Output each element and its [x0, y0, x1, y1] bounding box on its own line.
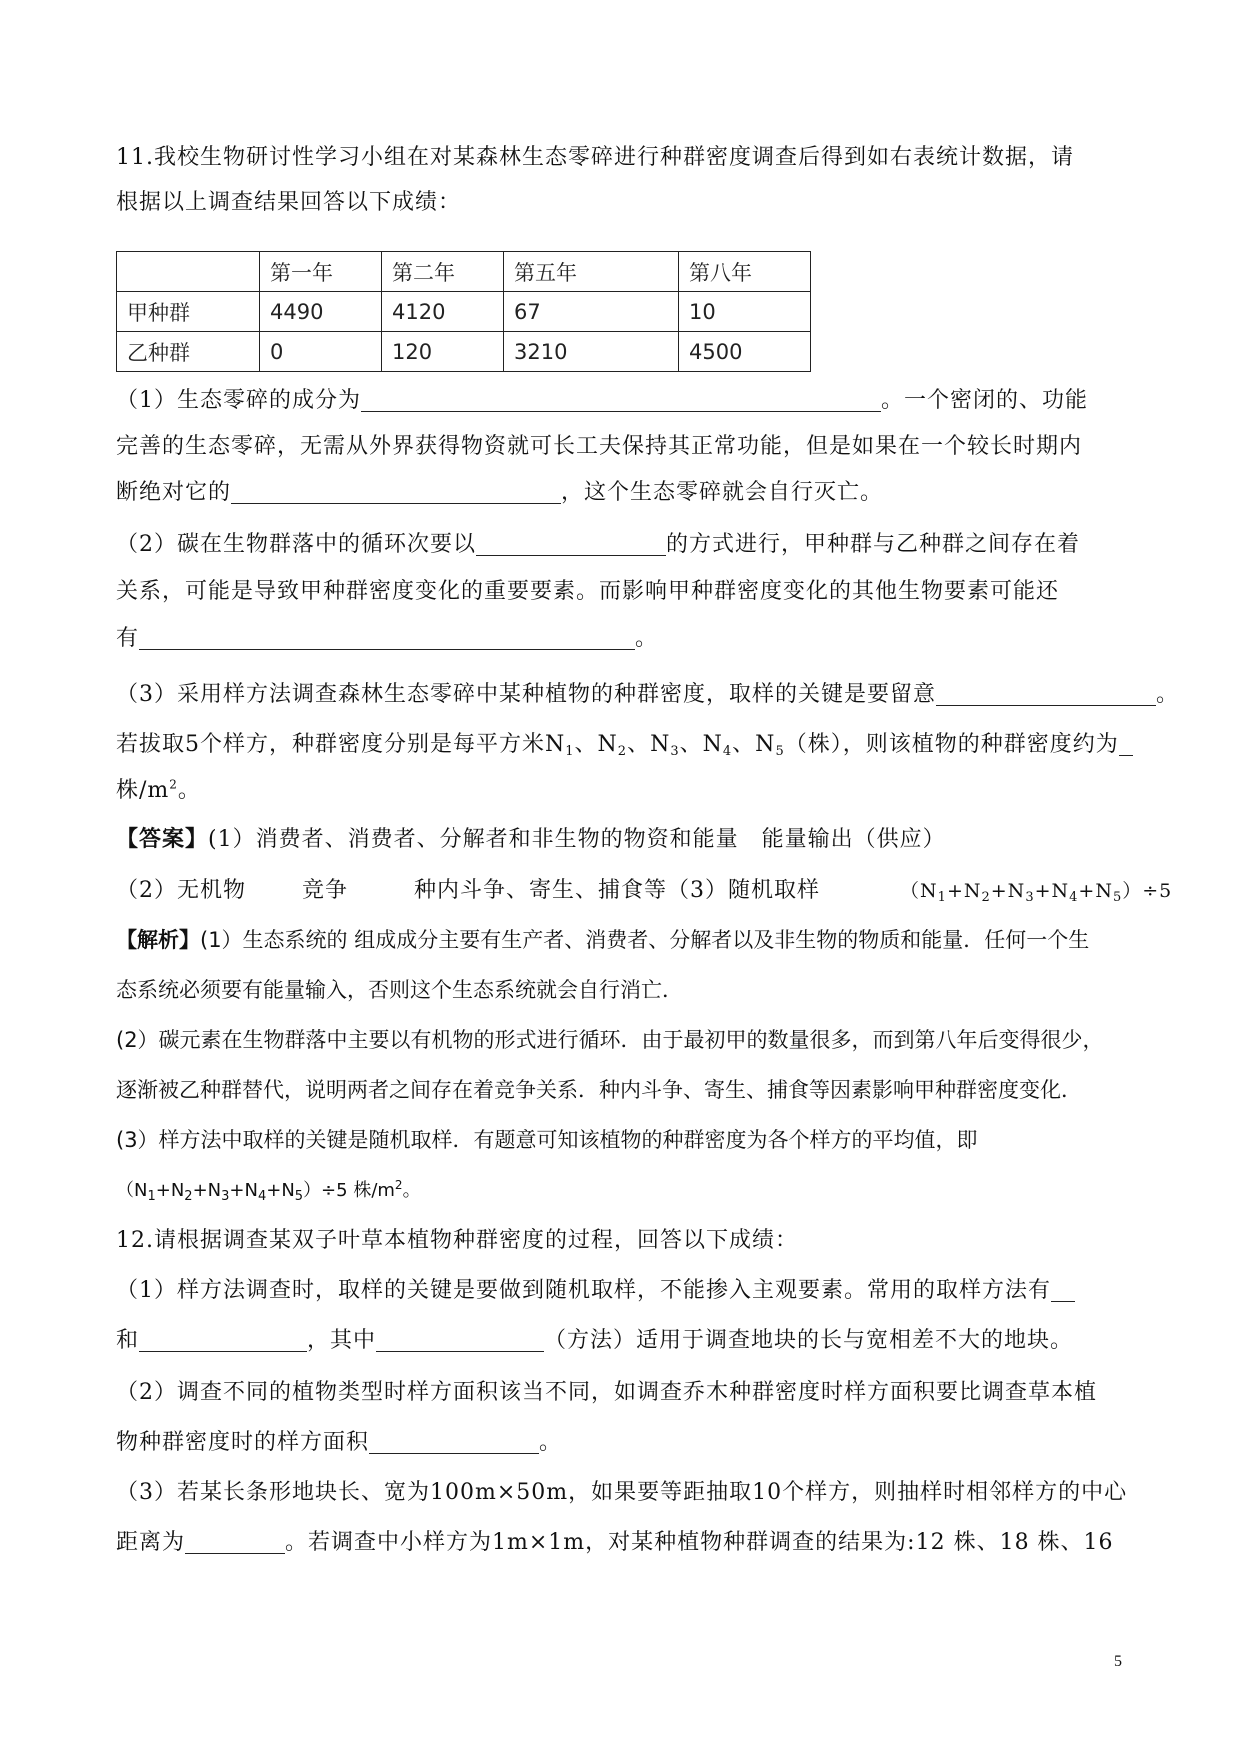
formula-text: ）÷5 株/m [303, 1180, 395, 1201]
formula-text: +N [990, 880, 1026, 902]
subscript: 3 [670, 744, 680, 759]
q12-part2-text: 。 [539, 1430, 563, 1455]
table-cell: 4500 [679, 332, 811, 372]
q11-part1-line1 [116, 386, 1088, 416]
analysis-text: (1）生态系统的 组成成分主要有生产者、消费者、分解者以及非生物的物质和能量．任何一个生 [200, 928, 1090, 952]
q11-part1-line3 [116, 478, 883, 508]
answer-tag: 【答案】 [116, 826, 209, 852]
answer-line2 [116, 876, 1172, 906]
q12-part1-text: （方法）适用于调查地块的长与宽相差不大的地块。 [544, 1328, 1074, 1353]
blank-field[interactable] [139, 1327, 307, 1352]
formula-text: +N [1078, 880, 1113, 902]
q11-part3-text: 若拔取5个样方，种群密度分别是每平方米N [116, 732, 566, 757]
subscript: 1 [147, 1189, 156, 1204]
formula-text: +N [155, 1180, 185, 1201]
table-cell: 乙种群 [117, 332, 260, 372]
subscript: 5 [775, 744, 785, 759]
q11-part2-text: （2）碳在生物群落中的循环次要以 [116, 532, 476, 557]
analysis-line2: 态系统必须要有能量输入，否则这个生态系统就会自行消亡． [116, 978, 683, 1002]
answer-line1 [116, 824, 946, 855]
q11-part1-line2: 完善的生态零碎，无需从外界获得物资就可长工夫保持其正常功能，但是如果在一个较长时期内 [116, 434, 1083, 459]
q12-part1-text: 和 [116, 1328, 140, 1353]
table-cell: 第一年 [260, 252, 382, 292]
subscript: 2 [981, 890, 991, 905]
population-table [116, 251, 811, 372]
formula-text: +N [946, 880, 982, 902]
answer-text: 种内斗争、寄生、捕食等（3）随机取样 [414, 878, 821, 903]
answer-text: 竞争 [302, 878, 349, 903]
separator: 、N [627, 732, 671, 757]
analysis-line6 [116, 1176, 421, 1206]
q11-part1-text: （1）生态零碎的成分为 [116, 388, 361, 413]
subscript: 4 [1069, 890, 1079, 905]
table-row [117, 292, 811, 332]
q11-part2-text: 的方式进行，甲种群与乙种群之间存在着 [666, 532, 1081, 557]
formula-text: +N [1034, 880, 1070, 902]
separator: 、N [679, 732, 723, 757]
q11-part2-line3 [116, 624, 658, 654]
blank-field[interactable] [476, 531, 666, 556]
q12-part1-text: （1）样方法调查时，取样的关键是要做到随机取样，不能掺入主观要素。常用的取样方法有 [116, 1278, 1052, 1303]
q11-part1-text: 断绝对它的 [116, 480, 232, 505]
table-cell: 67 [504, 292, 679, 332]
table-cell: 3210 [504, 332, 679, 372]
unit-text: 。 [177, 778, 201, 803]
analysis-line4: 逐渐被乙种群替代，说明两者之间存在着竞争关系．种内斗争、寄生、捕食等因素影响甲种群密度变化． [116, 1078, 1082, 1102]
table-header-row [117, 252, 811, 292]
formula-text: （N [116, 1180, 148, 1201]
table-cell: 4490 [260, 292, 382, 332]
page-number: 5 [1114, 1653, 1122, 1670]
formula-text: +N [229, 1180, 258, 1201]
q11-part3-text: （3）采用样方法调查森林生态零碎中某种植物的种群密度，取样的关键是要留意 [116, 682, 936, 707]
q12-part2-line2 [116, 1428, 562, 1458]
q12-part3-line2 [116, 1528, 1114, 1558]
separator: 、N [574, 732, 618, 757]
unit-text: 株/m [116, 778, 170, 803]
blank-field[interactable] [1119, 731, 1133, 756]
blank-field[interactable] [231, 479, 561, 504]
subscript: 1 [565, 744, 575, 759]
answer-text: (1）消费者、消费者、分解者和非生物的物资和能量 能量输出（供应） [208, 827, 946, 852]
q12-part1-line2 [116, 1326, 1073, 1356]
superscript: 2 [169, 777, 178, 792]
answer-text: （2）无机物 [116, 878, 246, 903]
analysis-line5: (3）样方法中取样的关键是随机取样．有题意可知该植物的种群密度为各个样方的平均值，即 [116, 1128, 978, 1152]
blank-field[interactable] [139, 625, 635, 650]
table-cell: 4120 [382, 292, 504, 332]
q12-part3-text: 距离为 [116, 1530, 186, 1555]
formula-text: 。 [402, 1180, 421, 1201]
table-cell [117, 252, 260, 292]
q12-part2-line1: （2）调查不同的植物类型时样方面积该当不同，如调查乔木种群密度时样方面积要比调查草本植 [116, 1380, 1098, 1405]
subscript: 3 [221, 1189, 230, 1204]
formula-text: ）÷5 [1122, 880, 1173, 902]
q12-part3-text: 。若调查中小样方为1m×1m，对某种植物种群调查的结果为:12 株、18 株、16 [285, 1530, 1114, 1555]
q11-part3-text: （株），则该植物的种群密度约为 [784, 732, 1119, 757]
analysis-line3: (2）碳元素在生物群落中主要以有机物的形式进行循环．由于最初甲的数量很多，而到第八年后变得很少， [116, 1028, 1104, 1052]
formula-text: +N [192, 1180, 222, 1201]
answer-formula [900, 880, 1173, 905]
q12-part1-line1 [116, 1276, 1075, 1306]
subscript: 3 [1025, 890, 1035, 905]
subscript: 2 [184, 1189, 193, 1204]
q12-part1-text: ，其中 [307, 1328, 377, 1353]
subscript: 4 [257, 1189, 267, 1204]
blank-field[interactable] [369, 1429, 539, 1454]
subscript: 1 [937, 890, 947, 905]
q11-part2-line1 [116, 530, 1080, 560]
q11-part3-line1 [116, 680, 1179, 710]
blank-field[interactable] [376, 1327, 544, 1352]
q11-part1-text: 。一个密闭的、功能 [881, 388, 1089, 413]
table-cell: 第五年 [504, 252, 679, 292]
table-cell: 第二年 [382, 252, 504, 292]
blank-field[interactable] [361, 387, 881, 412]
superscript: 2 [394, 1178, 403, 1192]
formula-text: （N [900, 880, 938, 902]
q11-stem-line2: 根据以上调查结果回答以下成绩： [116, 190, 462, 215]
q11-part2-text: 有 [116, 626, 140, 651]
subscript: 2 [617, 744, 628, 759]
subscript: 5 [294, 1189, 304, 1204]
q12-stem: 12.请根据调查某双子叶草本植物种群密度的过程，回答以下成绩： [116, 1228, 798, 1253]
q11-part1-text: ，这个生态零碎就会自行灭亡。 [561, 480, 884, 505]
table-cell: 10 [679, 292, 811, 332]
q11-stem-line1: 11.我校生物研讨性学习小组在对某森林生态零碎进行种群密度调查后得到如右表统计数据，请 [116, 145, 1074, 170]
q12-part2-text: 物种群密度时的样方面积 [116, 1430, 370, 1455]
table-row [117, 332, 811, 372]
table-cell: 0 [260, 332, 382, 372]
blank-field[interactable] [936, 681, 1156, 706]
formula-text: +N [266, 1180, 295, 1201]
table-cell: 第八年 [679, 252, 811, 292]
analysis-line1 [116, 925, 1089, 955]
table-cell: 甲种群 [117, 292, 260, 332]
analysis-tag: 【解析】 [116, 928, 200, 952]
blank-field[interactable] [185, 1529, 285, 1554]
separator: 、N [732, 732, 776, 757]
subscript: 4 [722, 744, 733, 759]
table-cell: 120 [382, 332, 504, 372]
q11-part2-text: 。 [635, 626, 659, 651]
q11-part3-line2 [116, 730, 1133, 760]
q12-part3-line1: （3）若某长条形地块长、宽为100m×50m，如果要等距抽取10个样方，则抽样时相邻样方的中心 [116, 1480, 1128, 1505]
q11-part3-text: 。 [1156, 682, 1180, 707]
blank-field[interactable] [1051, 1277, 1075, 1302]
q11-part2-line2: 关系，可能是导致甲种群密度变化的重要要素。而影响甲种群密度变化的其他生物要素可能还 [116, 579, 1060, 604]
q11-part3-line3 [116, 776, 201, 806]
subscript: 5 [1112, 890, 1123, 905]
